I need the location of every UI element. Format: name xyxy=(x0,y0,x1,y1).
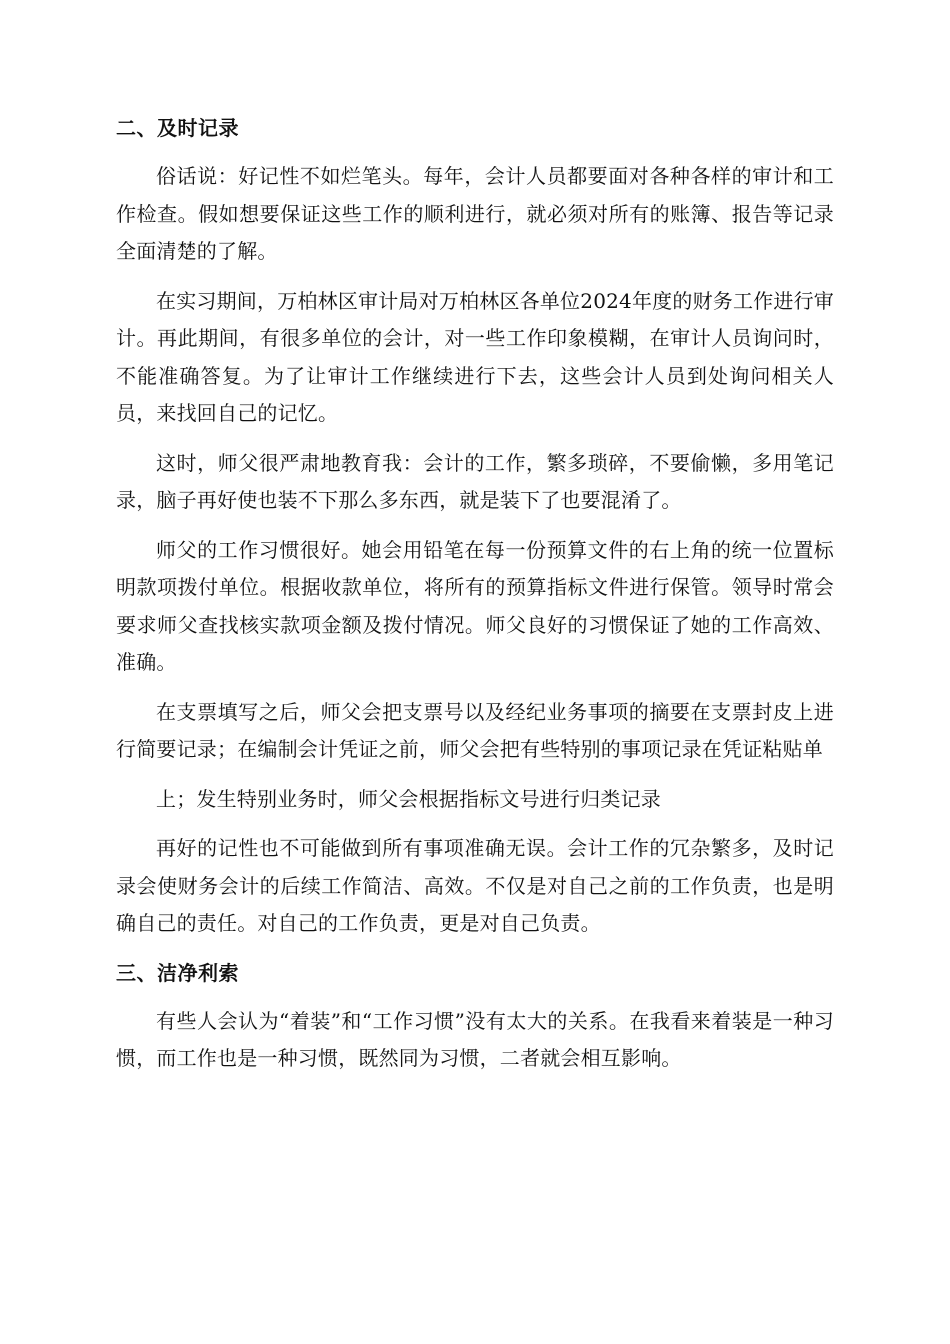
document-page xyxy=(116,110,834,1090)
paragraph: 俗话说：好记性不如烂笔头。每年，会计人员都要面对各种各样的审计和工作检查。假如想要保证这些工作的顺利进行，就必须对所有的账簿、报告等记录全面清楚的了解。 xyxy=(116,164,834,263)
paragraph: 有些人会认为“着装”和“工作习惯”没有太大的关系。在我看来着装是一种习惯，而工作也是一种习惯，既然同为习惯，二者就会相互影响。 xyxy=(116,1008,834,1070)
paragraph: 这时，师父很严肃地教育我：会计的工作，繁多琐碎，不要偷懒，多用笔记录，脑子再好使也装不下那么多东西，就是装下了也要混淆了。 xyxy=(116,450,834,512)
section-heading-timely-recording: 二、及时记录 xyxy=(116,116,239,140)
paragraph: 师父的工作习惯很好。她会用铅笔在每一份预算文件的右上角的统一位置标明款项拨付单位。根据收款单位，将所有的预算指标文件进行保管。领导时常会要求师父查找核实款项金额及拨付情况。师父良好的习惯保证了她的工作高效、准确。 xyxy=(116,537,834,674)
section-heading-clean-neat: 三、洁净利索 xyxy=(116,960,239,985)
paragraph: 上；发生特别业务时，师父会根据指标文号进行归类记录 xyxy=(156,786,661,811)
paragraph: 在实习期间，万柏林区审计局对万柏林区各单位2024年度的财务工作进行审计。再此期间，有很多单位的会计，对一些工作印象模糊，在审计人员询问时，不能准确答复。为了让审计工作继续进行下去，这些会计人员到处询问相关人员，来找回自己的记忆。 xyxy=(116,288,834,425)
paragraph: 再好的记性也不可能做到所有事项准确无误。会计工作的冗杂繁多，及时记录会使财务会计的后续工作简洁、高效。不仅是对自己之前的工作负责，也是明确自己的责任。对自己的工作负责，更是对自己负责。 xyxy=(116,836,834,935)
paragraph: 在支票填写之后，师父会把支票号以及经纪业务事项的摘要在支票封皮上进行简要记录；在编制会计凭证之前，师父会把有些特别的事项记录在凭证粘贴单 xyxy=(116,699,834,761)
